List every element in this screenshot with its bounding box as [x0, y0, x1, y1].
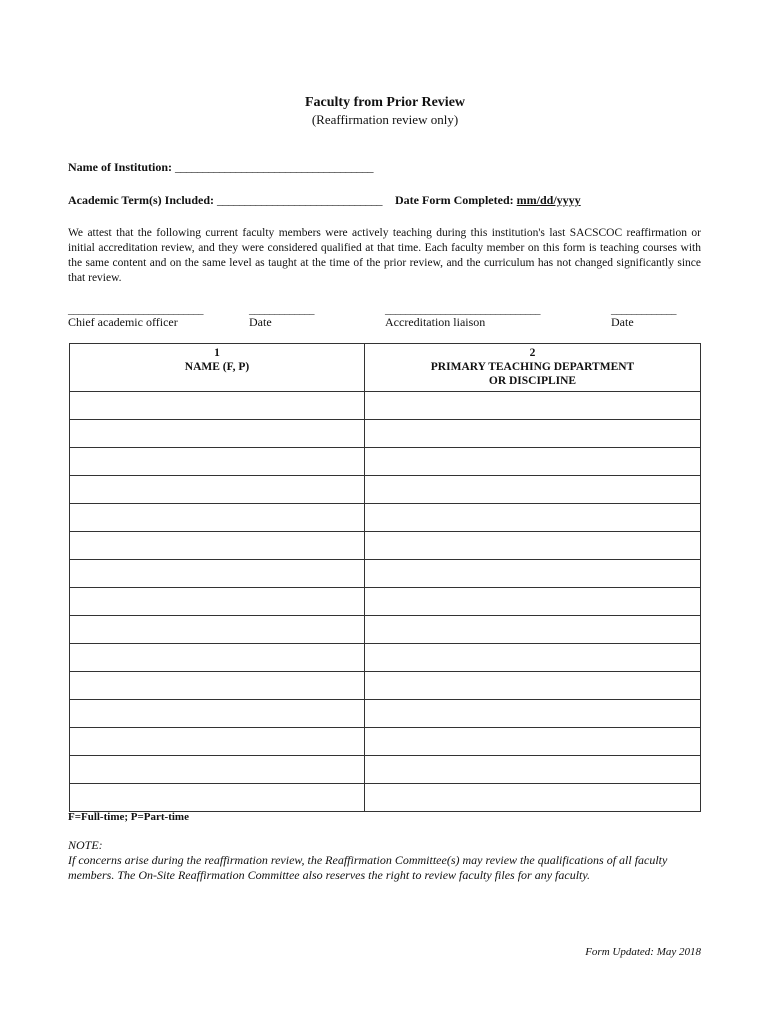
faculty-table-body [70, 392, 701, 812]
name-cell[interactable] [70, 700, 365, 728]
name-cell[interactable] [70, 420, 365, 448]
name-cell[interactable] [70, 728, 365, 756]
table-row [70, 616, 701, 644]
name-cell[interactable] [70, 616, 365, 644]
terms-field[interactable]: ______________________________ [217, 193, 382, 207]
liaison-date-line[interactable]: _____________ [611, 304, 676, 316]
institution-field[interactable]: ____________________________________ [175, 160, 373, 174]
column-number: 1 [214, 347, 220, 359]
column-header-name [70, 344, 365, 392]
terms-row [68, 193, 581, 208]
department-cell[interactable] [365, 756, 701, 784]
name-cell[interactable] [70, 448, 365, 476]
table-row [70, 392, 701, 420]
table-row [70, 560, 701, 588]
name-cell[interactable] [70, 588, 365, 616]
department-cell[interactable] [365, 784, 701, 812]
department-cell[interactable] [365, 700, 701, 728]
table-row [70, 672, 701, 700]
name-cell[interactable] [70, 784, 365, 812]
name-cell[interactable] [70, 504, 365, 532]
column-header-department [365, 344, 701, 392]
form-title: Faculty from Prior Review [304, 95, 466, 110]
form-subtitle: (Reaffirmation review only) [311, 112, 459, 127]
name-cell[interactable] [70, 756, 365, 784]
institution-row [68, 160, 373, 175]
department-cell[interactable] [365, 560, 701, 588]
department-cell[interactable] [365, 532, 701, 560]
department-cell[interactable] [365, 644, 701, 672]
name-cell[interactable] [70, 672, 365, 700]
table-row [70, 784, 701, 812]
department-cell[interactable] [365, 392, 701, 420]
liaison-label: Accreditation liaison [385, 315, 486, 329]
note-heading: NOTE: [68, 838, 103, 852]
column-title: NAME (F, P) [184, 361, 250, 373]
officer-signature-line[interactable]: ___________________________ [68, 304, 203, 316]
faculty-table [69, 343, 701, 812]
officer-date-line[interactable]: _____________ [249, 304, 314, 316]
department-cell[interactable] [365, 448, 701, 476]
institution-label: Name of Institution: [68, 160, 172, 174]
table-row [70, 700, 701, 728]
department-cell[interactable] [365, 476, 701, 504]
table-row [70, 448, 701, 476]
officer-date-label: Date [249, 315, 272, 329]
column-title: PRIMARY TEACHING DEPARTMENT OR DISCIPLINE [430, 361, 635, 387]
name-cell[interactable] [70, 532, 365, 560]
department-cell[interactable] [365, 504, 701, 532]
terms-label: Academic Term(s) Included: [68, 193, 214, 207]
name-cell[interactable] [70, 644, 365, 672]
date-completed-field[interactable]: mm/dd/yyyy [516, 193, 581, 207]
table-row [70, 504, 701, 532]
table-row [70, 420, 701, 448]
liaison-signature-line[interactable]: _______________________________ [385, 304, 540, 316]
table-row [70, 532, 701, 560]
name-cell[interactable] [70, 476, 365, 504]
form-updated-text: Form Updated: May 2018 [585, 946, 701, 958]
department-cell[interactable] [365, 728, 701, 756]
table-header-row [70, 344, 701, 392]
legend-text: F=Full-time; P=Part-time [68, 811, 189, 823]
table-row [70, 476, 701, 504]
table-row [70, 644, 701, 672]
department-cell[interactable] [365, 588, 701, 616]
officer-label: Chief academic officer [68, 315, 178, 329]
column-number: 2 [529, 347, 536, 359]
department-cell[interactable] [365, 616, 701, 644]
name-cell[interactable] [70, 560, 365, 588]
liaison-date-label: Date [611, 315, 634, 329]
table-row [70, 728, 701, 756]
table-row [70, 756, 701, 784]
attestation-text: We attest that the following current faculty members were actively teaching during this institution's last SACSCOC reaffirmation or initial accreditation review, and they were considered qualified at that time. Each faculty member on this form is teaching courses with the same content and on the same level as taught at the time of the prior review, and the curriculum has not changed significantly since that review. [68, 227, 701, 284]
department-cell[interactable] [365, 672, 701, 700]
department-cell[interactable] [365, 420, 701, 448]
note-body: If concerns arise during the reaffirmation review, the Reaffirmation Committee(s) may review the qualifications of all faculty members. The On-Site Reaffirmation Committee also reserves the right to review faculty files for any faculty. [68, 853, 668, 882]
date-completed-label: Date Form Completed: [395, 193, 514, 207]
name-cell[interactable] [70, 392, 365, 420]
table-row [70, 588, 701, 616]
